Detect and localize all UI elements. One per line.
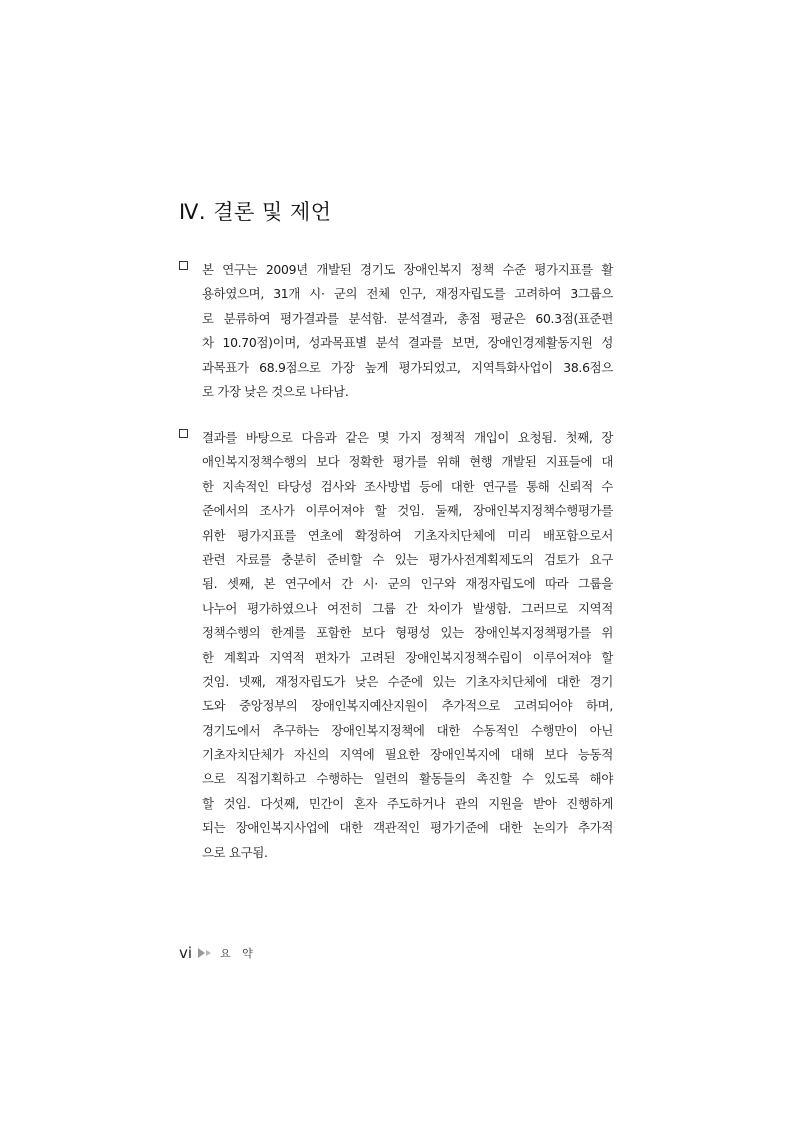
paragraph-line: 결과를 바탕으로 다음과 같은 몇 가지 정책적 개입이 요청됨. 첫째, 장 bbox=[202, 430, 613, 445]
paragraph-line: 됨. 셋째, 본 연구에서 간 시· 군의 인구와 재정자립도에 따라 그룹을 bbox=[202, 576, 613, 592]
footer-section-label: 요 약 bbox=[220, 947, 257, 960]
page-number: vi bbox=[179, 944, 193, 962]
paragraph-line: 것임. 넷째, 재정자립도가 낮은 수준에 있는 기초자치단체에 대한 경기 bbox=[202, 673, 613, 689]
double-arrow-icon bbox=[198, 948, 212, 958]
paragraph-summary bbox=[179, 258, 613, 404]
paragraph-line: 정책수행의 한계를 포함한 보다 형평성 있는 장애인복지정책평가를 위 bbox=[202, 625, 613, 641]
paragraph-line: 관련 자료를 충분히 준비할 수 있는 평가사전계획제도의 검토가 요구 bbox=[202, 551, 613, 567]
paragraph-line: 경기도에서 추구하는 장애인복지정책에 대한 수동적인 수행만이 아닌 bbox=[202, 722, 613, 738]
paragraph-line: 한 계획과 지역적 편차가 고려된 장애인복지정책수립이 이루어져야 할 bbox=[202, 649, 613, 665]
checkbox-bullet-icon bbox=[179, 429, 188, 438]
paragraph-line: 본 연구는 2009년 개발된 경기도 장애인복지 정책 수준 평가지표를 활 bbox=[202, 262, 613, 277]
paragraph-line: 과목표가 68.9점으로 가장 높게 평가되었고, 지역특화사업이 38.6점으 bbox=[202, 359, 613, 375]
section-title: Ⅳ. 결론 및 제언 bbox=[179, 200, 332, 224]
paragraph-line: 준에서의 조사가 이루어져야 할 것임. 둘째, 장애인복지정책수행평가를 bbox=[202, 503, 613, 519]
paragraph-line: 차 10.70점)이며, 성과목표별 분석 결과를 보면, 장애인경제활동지원 성 bbox=[202, 335, 613, 351]
paragraph-line: 되는 장애인복지사업에 대한 객관적인 평가기준에 대한 논의가 추가적 bbox=[202, 820, 613, 836]
paragraph-line: 나누어 평가하였으나 여전히 그룹 간 차이가 발생함. 그러므로 지역적 bbox=[202, 600, 613, 616]
paragraph-line: 한 지속적인 타당성 검사와 조사방법 등에 대한 연구를 통해 신뢰적 수 bbox=[202, 478, 613, 494]
paragraph-line: 로 가장 낮은 것으로 나타남. bbox=[202, 383, 349, 399]
paragraph-line: 로 분류하여 평가결과를 분석함. 분석결과, 총점 평균은 60.3점(표준편 bbox=[202, 310, 613, 326]
paragraph-recommendations bbox=[179, 426, 613, 865]
paragraph-line: 할 것임. 다섯째, 민간이 혼자 주도하거나 관의 지원을 받아 진행하게 bbox=[202, 795, 613, 811]
paragraph-line: 기초자치단체가 자신의 지역에 필요한 장애인복지에 대해 보다 능동적 bbox=[202, 747, 613, 763]
paragraph-line: 도와 중앙정부의 장애인복지예산지원이 추가적으로 고려되어야 하며, bbox=[202, 698, 613, 714]
paragraph-line: 위한 평가지표를 연초에 확정하여 기초자치단체에 미리 배포함으로서 bbox=[202, 527, 613, 543]
paragraph-line: 으로 요구됨. bbox=[202, 844, 268, 860]
page-footer bbox=[179, 944, 257, 962]
paragraph-line: 애인복지정책수행의 보다 정확한 평가를 위해 현행 개발된 지표들에 대 bbox=[202, 454, 613, 470]
paragraph-line: 용하였으며, 31개 시· 군의 전체 인구, 재정자립도를 고려하여 3그룹으 bbox=[202, 286, 613, 302]
paragraph-line: 으로 직접기획하고 수행하는 일련의 활동들의 촉진할 수 있도록 해야 bbox=[202, 771, 613, 787]
checkbox-bullet-icon bbox=[179, 261, 188, 270]
